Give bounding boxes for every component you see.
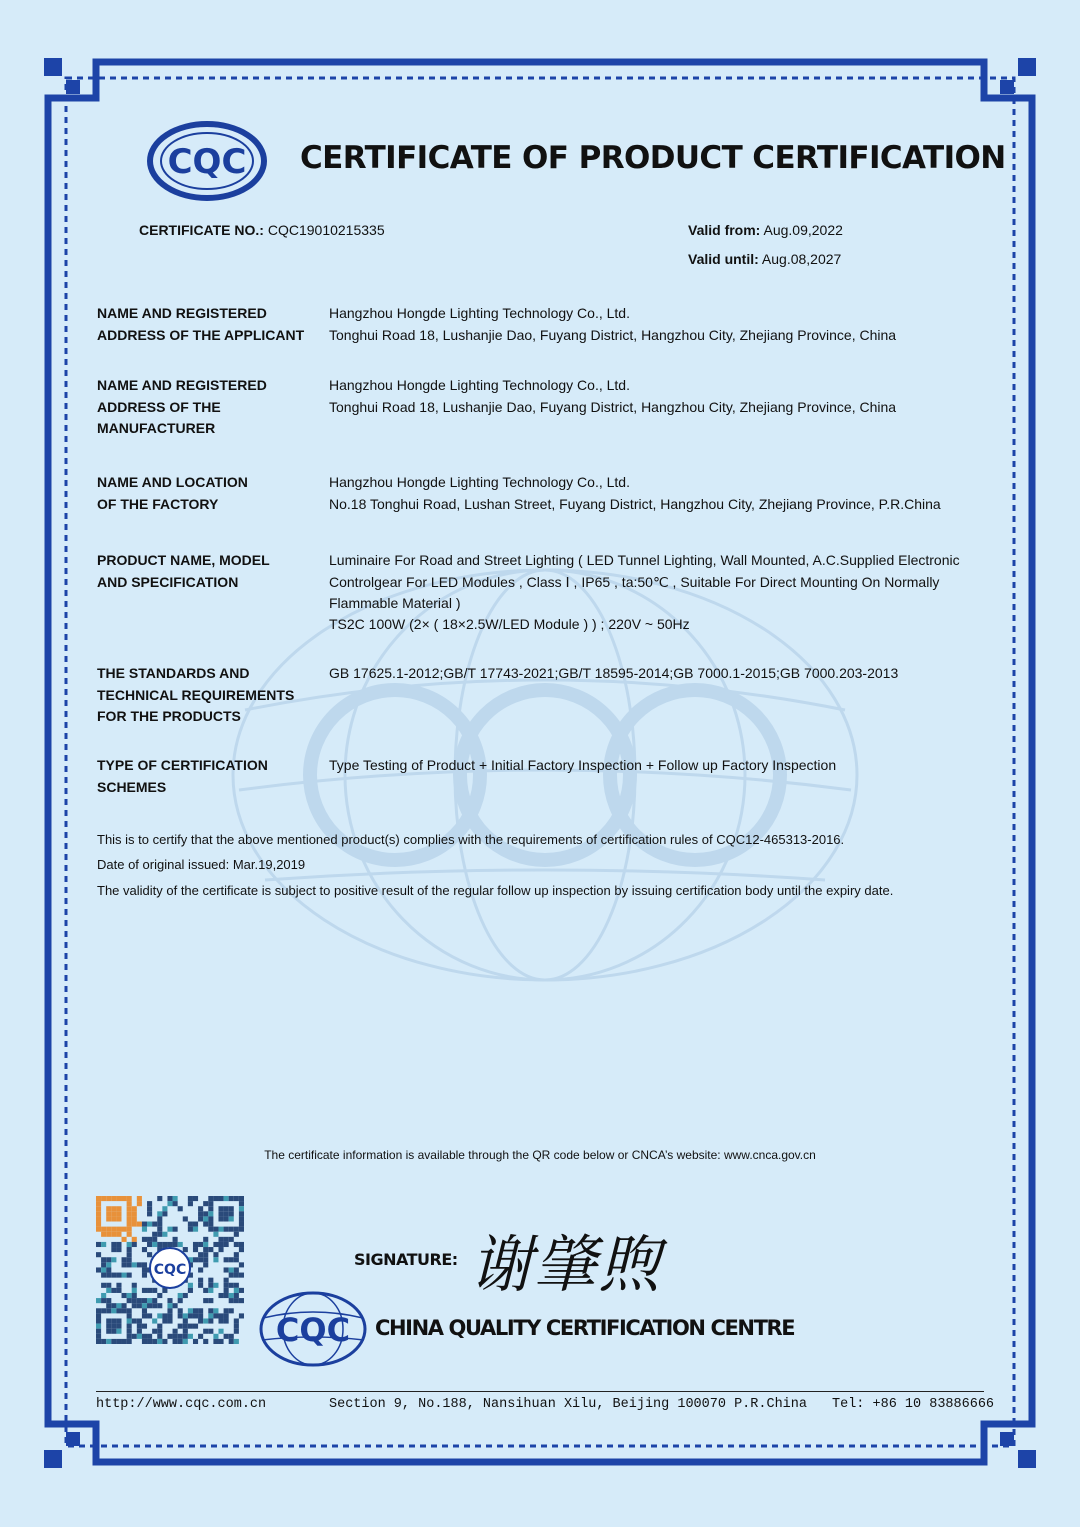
qr-code-icon[interactable] xyxy=(96,1196,244,1344)
valid-from: Valid from: Aug.09,2022 xyxy=(688,222,843,238)
applicant-value: Hangzhou Hongde Lighting Technology Co., Ltd. Tonghui Road 18, Lushanjie Dao, Fuyang District, Hangzhou City, Zhejiang Province, China xyxy=(329,305,897,343)
signature-label: SIGNATURE: xyxy=(354,1250,458,1269)
svg-text:谢肇煦: 谢肇煦 xyxy=(470,1228,663,1300)
factory-label: NAME AND LOCATION OF THE FACTORY xyxy=(97,474,248,512)
standards-label: THE STANDARDS AND TECHNICAL REQUIREMENTS FOR THE PRODUCTS xyxy=(97,665,295,724)
logo-text: CQC xyxy=(167,142,247,182)
product-value: Luminaire For Road and Street Lighting ( LED Tunnel Lighting, Wall Mounted, A.C.Supplied Electronic Controlgear For LED Modules , Class Ⅰ , IP65 , ta:50℃ , Suitable For Direct Mounting On Normally Flammable Material ) TS2C 100W (2× ( 18×2.5W/LED Module ) ) ; 220V ~ 50Hz xyxy=(329,552,960,632)
original-issue-date: Date of original issued: Mar.19,2019 xyxy=(97,857,306,872)
validity-statement: The validity of the certificate is subject to positive result of the regular follow up inspection by issuing certification body until the expiry date. xyxy=(97,883,894,898)
svg-text:CQC: CQC xyxy=(275,1311,351,1349)
footer-website[interactable]: http://www.cqc.com.cn xyxy=(96,1397,267,1412)
certificate-title: CERTIFICATE OF PRODUCT CERTIFICATION xyxy=(300,140,1006,176)
certificate-number: CERTIFICATE NO.: CQC19010215335 xyxy=(139,222,385,238)
scheme-label: TYPE OF CERTIFICATION SCHEMES xyxy=(97,757,268,795)
organization-name: CHINA QUALITY CERTIFICATION CENTRE xyxy=(375,1316,795,1340)
svg-text:CQC: CQC xyxy=(153,1262,187,1278)
footer-address: Section 9, No.188, Nansihuan Xilu, Beijing 100070 P.R.China xyxy=(329,1397,807,1412)
signature-image xyxy=(470,1220,680,1300)
footer-divider xyxy=(96,1391,984,1392)
standards-value: GB 17625.1-2012;GB/T 17743-2021;GB/T 18595-2014;GB 7000.1-2015;GB 7000.203-2013 xyxy=(329,665,899,681)
cqc-globe-logo-icon xyxy=(258,1290,368,1368)
factory-value: Hangzhou Hongde Lighting Technology Co., Ltd. No.18 Tonghui Road, Lushan Street, Fuyang District, Hangzhou City, Zhejiang Province, P.R.China xyxy=(329,474,941,512)
applicant-label: NAME AND REGISTERED ADDRESS OF THE APPLICANT xyxy=(97,305,305,343)
info-note: The certificate information is available through the QR code below or CNCA’s website: www.cnca.gov.cn xyxy=(264,1148,816,1162)
footer-tel: Tel: +86 10 83886666 xyxy=(832,1397,995,1412)
cqc-logo-icon xyxy=(146,120,268,202)
manufacturer-label: NAME AND REGISTERED ADDRESS OF THE MANUFACTURER xyxy=(97,377,267,436)
valid-until: Valid until: Aug.08,2027 xyxy=(688,251,842,267)
product-label: PRODUCT NAME, MODEL AND SPECIFICATION xyxy=(97,552,270,590)
scheme-value: Type Testing of Product + Initial Factory Inspection + Follow up Factory Inspection xyxy=(329,757,837,773)
compliance-statement: This is to certify that the above mentioned product(s) complies with the requirements of certification rules of CQC12-465313-2016. xyxy=(97,832,845,847)
manufacturer-value: Hangzhou Hongde Lighting Technology Co., Ltd. Tonghui Road 18, Lushanjie Dao, Fuyang District, Hangzhou City, Zhejiang Province, China xyxy=(329,377,897,415)
